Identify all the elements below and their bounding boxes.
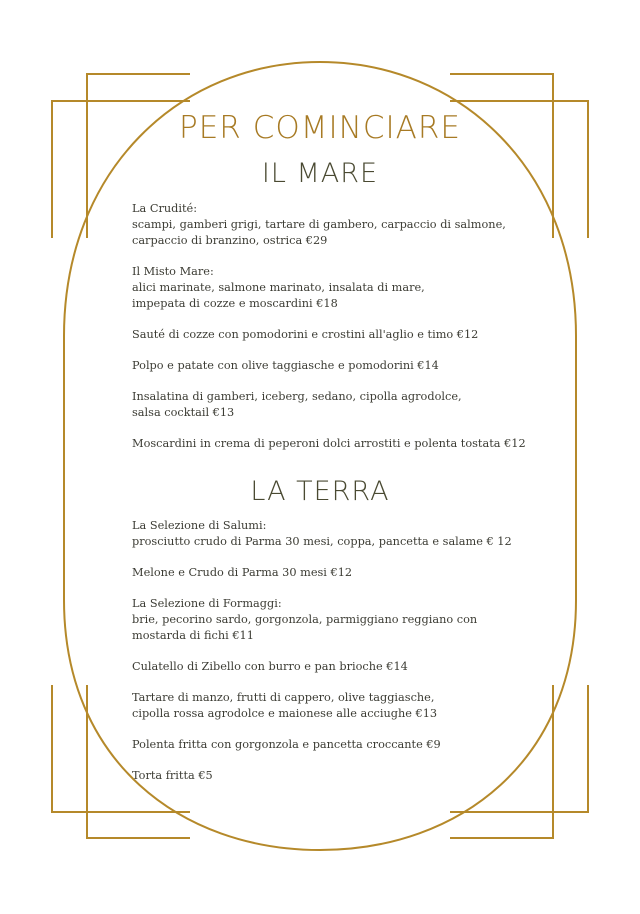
menu-item: Polenta fritta con gorgonzola e pancetta croccante €9	[132, 738, 441, 751]
menu-item: Melone e Crudo di Parma 30 mesi €12	[132, 566, 353, 579]
section-heading-land: LA TERRA	[250, 476, 390, 507]
menu-item: La Selezione di Formaggi: brie, pecorino sardo, gorgonzola, parmiggiano reggiano con mostarda di fichi €11	[132, 597, 478, 642]
menu-item: Torta fritta €5	[132, 769, 213, 782]
menu-item: Insalatina di gamberi, iceberg, sedano, cipolla agrodolce, salsa cocktail €13	[132, 390, 462, 419]
section-heading-sea: IL MARE	[261, 158, 379, 189]
menu-item: Sauté di cozze con pomodorini e crostini all'aglio e timo €12	[132, 328, 479, 341]
menu-item: Tartare di manzo, frutti di cappero, olive taggiasche, cipolla rossa agrodolce e maionese alle acciughe €13	[132, 691, 438, 720]
menu-items-land	[132, 518, 532, 799]
menu-item: Polpo e patate con olive taggiasche e pomodorini €14	[132, 359, 439, 372]
menu-item: Il Misto Mare: alici marinate, salmone marinato, insalata di mare, impepata di cozze e moscardini €18	[132, 265, 425, 310]
menu-item: La Crudité: scampi, gamberi grigi, tartare di gambero, carpaccio di salmone, carpaccio di branzino, ostrica €29	[132, 202, 506, 247]
menu-item: Culatello di Zibello con burro e pan brioche €14	[132, 660, 408, 673]
menu-title: PER COMINCIARE	[179, 110, 461, 146]
menu-item: La Selezione di Salumi: prosciutto crudo di Parma 30 mesi, coppa, pancetta e salame € 12	[132, 519, 512, 548]
menu-item: Moscardini in crema di peperoni dolci arrostiti e polenta tostata €12	[132, 437, 526, 450]
menu-items-sea	[132, 201, 532, 467]
